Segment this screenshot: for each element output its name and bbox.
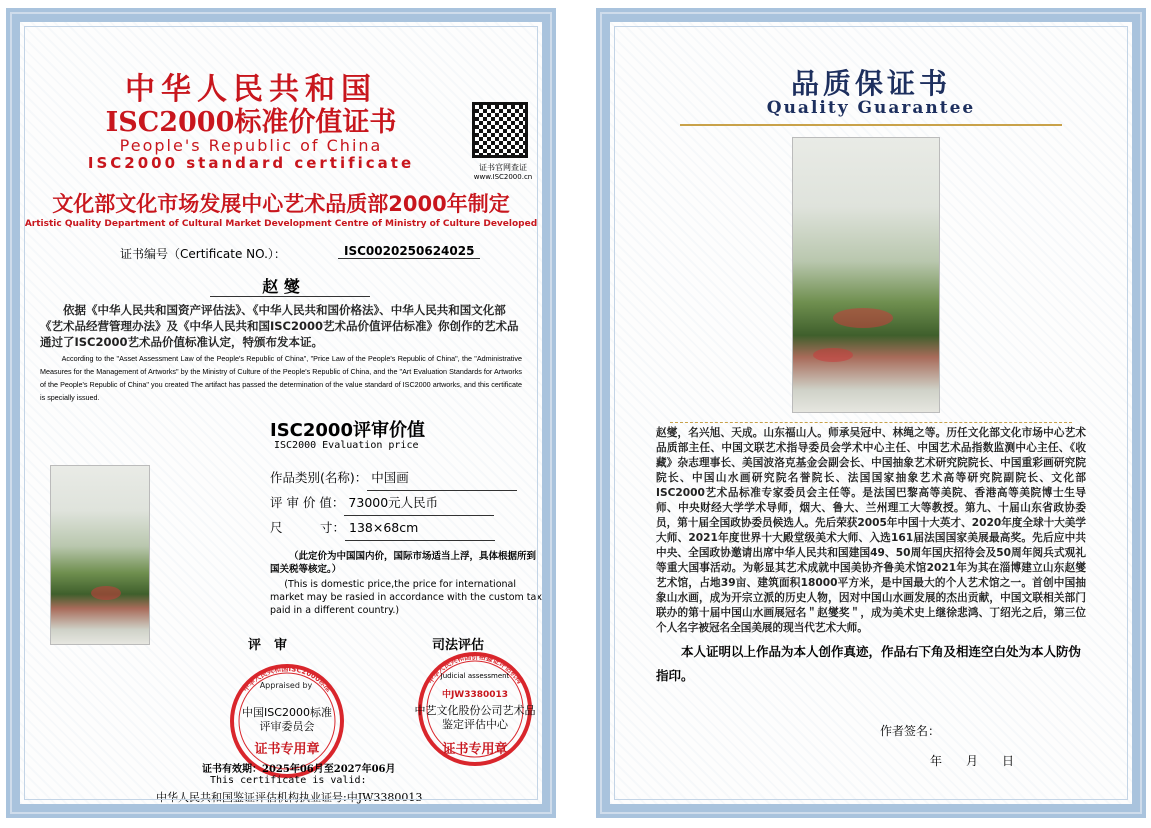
certificate-page — [6, 8, 556, 818]
qr-url: www.ISC2000.cn — [473, 173, 533, 181]
stamp2-top-text: 中华人民共和国价格鉴证评估机构 — [426, 653, 524, 686]
stamp1-en: Appraised by — [259, 681, 313, 690]
dotted-divider — [670, 422, 1072, 423]
judicial-stamp — [416, 650, 534, 768]
review-label: 评 审 — [248, 638, 288, 653]
field-size: 尺 寸： 138×68cm — [270, 516, 517, 541]
stamp1-top-text: 中华人民共和国ISC2000标准 — [241, 664, 333, 694]
price-note-en: (This is domestic price,the price for international market may be rasied in accordance with the custom tax paid in a different country.) — [270, 579, 542, 616]
artist-name: 赵 燮 — [262, 277, 300, 296]
guarantee-title-en: Quality Guarantee — [766, 98, 976, 118]
legal-basis-en: According to the "Asset Assessment Law of the People's Republic of China", "Price Law of the People's Republic of China", the "Administrative Measures for the Management of Artworks" by the Ministry of Culture of the People's Republic of China, and the "Art Evaluation Standards for Artworks of the People's Republic of China" you created The artifact has passed the determination of the value standard of ISC2000 artworks, and this certificate is specially issued. — [40, 354, 522, 402]
validity-en: This certificate is valid: — [210, 775, 367, 786]
stamp1-org: 中国ISC2000标准 评审委员会 — [242, 706, 332, 733]
license-number: 中华人民共和国鉴证评估机构执业证号:中JW3380013 — [156, 791, 423, 804]
qr-code[interactable] — [472, 102, 528, 158]
qr-caption: 证书官网查证 — [479, 163, 527, 172]
review-stamp — [228, 662, 346, 780]
evaluation-title-en: ISC2000 Evaluation price — [274, 440, 419, 451]
department-en: Artistic Quality Department of Cultural Market Development Centre of Ministry of Culture Developed — [24, 219, 538, 229]
title-en-1: People's Republic of China — [119, 136, 383, 155]
guarantee-title-cn: 品质保证书 — [790, 67, 951, 100]
date-label: 年 月 日 — [930, 754, 1015, 768]
field-value: 评 审 价 值： 73000元人民币 — [270, 491, 517, 516]
stamp2-code: 中JW3380013 — [441, 690, 509, 700]
department-cn: 文化部文化市场发展中心艺术品质部2000年制定 — [52, 192, 510, 216]
artwork-image — [792, 137, 940, 413]
signature-label: 作者签名： — [880, 724, 941, 738]
artist-biography: 赵燮，名兴旭、天成。山东福山人。师承吴冠中、林绳之等。历任文化部文化市场中心艺术品质部主任、中国文联艺术指导委员会学术中心主任、中国艺术品指数监测中心主任、《收藏》杂志理事长、美国波洛克基金会副会长、中国抽象艺术研究院院长、中国重彩画研究院院长、中国山水画研究院名誉院长、法国国家抽象艺术高等研究院副院长、文化部ISC2000艺术品标准专家委员会主任等。是法国巴黎高等美院、香港高等美院博士生导师、中央财经大学学术导师，烟大、鲁大、兰州理工大等教授。第九、十届山东省政协委员，第十届全国政协委员候选人。先后荣获2005年中国十大英才、2020年度全球十大美学大师、2021年度世界十大殿堂级美术大师、入选161届法国国家美展最高奖。先后应中共中央、全国政协邀请出席中华人民共和国建国49、50周年国庆招待会及50周年阅兵式观礼等重大国事活动。为彰显其艺术成就中国美协齐鲁美术馆2021年为其在淄博建立山东赵燮艺术馆，占地39亩、建筑面积18000平方米，是中国最大的个人艺术馆之一。首创中国抽象山水画，成为开宗立派的历史人物，因对中国山水画发展的杰出贡献，中国文联相关部门联办的第十届中国山水画展冠名＂赵燮奖＂，成为美术史上继徐悲鸿、丁绍光之后，第三位个人名字被冠名全国美展的现当代艺术大师。 — [656, 427, 1086, 634]
stamp2-bottom: 证书专用章 — [442, 742, 508, 757]
authenticity-declaration: 本人证明以上作品为本人创作真迹，作品右下角及相连空白处为本人防伪指印。 — [656, 644, 1082, 683]
legal-basis-cn: 依据《中华人民共和国资产评估法》、《中华人民共和国价格法》、中华人民共和国文化部《艺术品经营管理办法》及《中华人民共和国ISC2000艺术品价值评估标准》你创作的艺术品通过了ISC2000艺术品价值标准认定，特颁布发本证。 — [40, 303, 519, 349]
subtitle-cn: ISC2000标准价值证书 — [105, 107, 397, 138]
artwork-thumbnail — [50, 465, 150, 645]
judicial-label: 司法评估 — [432, 638, 485, 653]
title-en-2: ISC2000 standard certificate — [87, 154, 415, 172]
validity: 证书有效期：2025年06月至2027年06月 — [202, 764, 396, 775]
stamp1-bottom: 证书专用章 — [254, 742, 320, 757]
stamp2-org: 中艺文化股份公司艺术品 鉴定评估中心 — [414, 704, 536, 731]
price-note-cn: （此定价为中国国内价，国际市场适当上浮，具体根据所到国关税等核定。） — [270, 551, 537, 575]
field-category: 作品类别(名称)： 中国画 — [270, 466, 517, 491]
title-cn: 中华人民共和国 — [125, 72, 377, 107]
evaluation-fields — [270, 466, 517, 541]
quality-guarantee-page — [596, 8, 1146, 818]
gold-divider — [680, 124, 1062, 126]
stamp2-en: Judicial assessment — [440, 672, 510, 680]
cert-no: ISC0020250624025 — [338, 244, 480, 259]
evaluation-title: ISC2000评审价值 — [270, 420, 425, 441]
cert-no-label: 证书编号（Certificate NO.）： — [120, 247, 286, 261]
name-underline — [210, 296, 370, 297]
